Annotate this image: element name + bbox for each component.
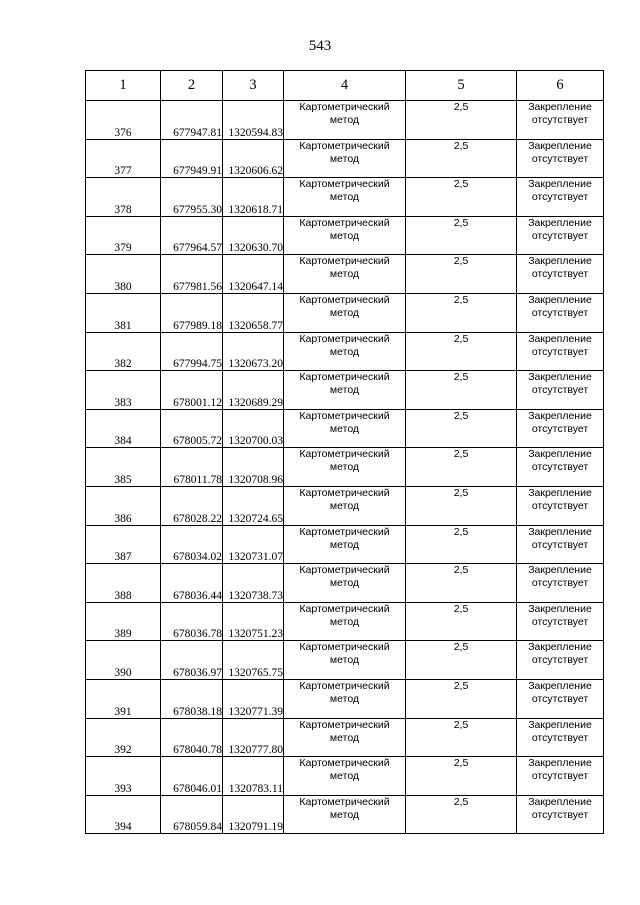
table-row [86,101,604,140]
fixing-cell [517,602,604,641]
accuracy-value: 2,5 [406,139,517,178]
point-number: 390 [86,641,161,680]
point-number: 382 [86,332,161,371]
method-cell [284,139,406,178]
accuracy-value: 2,5 [406,448,517,487]
coordinate-x: 677949.91 [161,139,223,178]
method-line-1: Картометрический [299,679,390,692]
table-row [86,178,604,217]
fixing-line-1: Закрепление [528,139,592,152]
coordinate-y: 1320777.80 [223,718,284,757]
method-line-1: Картометрический [299,641,390,654]
method-line-2: метод [329,654,360,667]
accuracy-value: 2,5 [406,293,517,332]
fixing-line-2: отсутствует [531,615,589,628]
table-row [86,525,604,564]
method-line-2: метод [329,345,360,358]
table-row [86,255,604,294]
coordinate-y: 1320630.70 [223,216,284,255]
table-row [86,757,604,796]
fixing-line-2: отсутствует [531,770,589,783]
method-line-1: Картометрический [299,409,390,422]
fixing-line-2: отсутствует [531,384,589,397]
coordinate-x: 678059.84 [161,795,223,834]
point-number: 394 [86,795,161,834]
point-number: 389 [86,602,161,641]
coordinate-y: 1320700.03 [223,409,284,448]
method-line-1: Картометрический [299,795,390,808]
method-cell [284,178,406,217]
table-row [86,486,604,525]
method-line-2: метод [329,229,360,242]
fixing-line-1: Закрепление [528,795,592,808]
fixing-line-2: отсутствует [531,268,589,281]
method-cell [284,641,406,680]
fixing-cell [517,216,604,255]
fixing-line-1: Закрепление [528,409,592,422]
coordinate-y: 1320647.14 [223,255,284,294]
coordinate-x: 678036.44 [161,564,223,603]
coordinate-y: 1320708.96 [223,448,284,487]
fixing-line-2: отсутствует [531,461,589,474]
point-number: 387 [86,525,161,564]
point-number: 383 [86,371,161,410]
fixing-line-1: Закрепление [528,602,592,615]
coordinate-y: 1320765.75 [223,641,284,680]
method-line-2: метод [329,808,360,821]
method-cell [284,293,406,332]
method-cell [284,564,406,603]
method-cell [284,332,406,371]
accuracy-value: 2,5 [406,332,517,371]
accuracy-value: 2,5 [406,216,517,255]
column-header-6: 6 [517,71,604,101]
table-row [86,602,604,641]
method-line-2: метод [329,692,360,705]
fixing-line-2: отсутствует [531,577,589,590]
coordinate-x: 677947.81 [161,101,223,140]
method-line-1: Картометрический [299,293,390,306]
fixing-cell [517,332,604,371]
coordinate-x: 678028.22 [161,486,223,525]
fixing-line-1: Закрепление [528,757,592,770]
method-line-1: Картометрический [299,564,390,577]
fixing-cell [517,641,604,680]
fixing-cell [517,139,604,178]
coordinate-x: 678011.78 [161,448,223,487]
fixing-line-2: отсутствует [531,345,589,358]
fixing-cell [517,564,604,603]
coordinate-x: 678038.18 [161,679,223,718]
point-number: 379 [86,216,161,255]
table-row [86,409,604,448]
method-line-2: метод [329,770,360,783]
fixing-line-2: отсутствует [531,306,589,319]
fixing-cell [517,679,604,718]
method-cell [284,718,406,757]
accuracy-value: 2,5 [406,525,517,564]
fixing-cell [517,409,604,448]
coordinate-y: 1320731.07 [223,525,284,564]
method-line-2: метод [329,538,360,551]
fixing-line-1: Закрепление [528,718,592,731]
point-number: 376 [86,101,161,140]
coordinate-y: 1320594.83 [223,101,284,140]
method-line-1: Картометрический [299,486,390,499]
coordinate-x: 678046.01 [161,757,223,796]
method-line-2: метод [329,191,360,204]
table-row [86,448,604,487]
point-number: 377 [86,139,161,178]
fixing-line-2: отсутствует [531,114,589,126]
coordinate-y: 1320658.77 [223,293,284,332]
fixing-cell [517,178,604,217]
fixing-cell [517,371,604,410]
method-line-2: метод [329,306,360,319]
coordinate-y: 1320689.29 [223,371,284,410]
point-number: 388 [86,564,161,603]
fixing-line-1: Закрепление [528,679,592,692]
page-number: 543 [308,38,332,54]
fixing-line-2: отсутствует [531,731,589,744]
table-row [86,139,604,178]
coordinate-x: 678036.78 [161,602,223,641]
accuracy-value: 2,5 [406,371,517,410]
accuracy-value: 2,5 [406,486,517,525]
method-line-1: Картометрический [299,371,390,384]
table-row [86,216,604,255]
method-line-1: Картометрический [299,332,390,345]
fixing-line-1: Закрепление [528,293,592,306]
method-line-1: Картометрический [299,718,390,731]
fixing-cell [517,255,604,294]
fixing-line-1: Закрепление [528,371,592,384]
accuracy-value: 2,5 [406,101,517,140]
table-row [86,371,604,410]
fixing-cell [517,718,604,757]
column-header-1: 1 [86,71,161,101]
coordinate-x: 677989.18 [161,293,223,332]
point-number: 381 [86,293,161,332]
point-number: 386 [86,486,161,525]
fixing-line-1: Закрепление [528,486,592,499]
coordinate-y: 1320673.20 [223,332,284,371]
point-number: 392 [86,718,161,757]
method-cell [284,409,406,448]
fixing-line-1: Закрепление [528,101,592,113]
fixing-line-2: отсутствует [531,229,589,242]
coordinate-y: 1320606.62 [223,139,284,178]
coordinate-x: 678005.72 [161,409,223,448]
method-line-2: метод [329,114,360,126]
fixing-line-2: отсутствует [531,499,589,512]
method-line-1: Картометрический [299,255,390,268]
fixing-line-2: отсутствует [531,654,589,667]
method-line-2: метод [329,422,360,435]
method-cell [284,602,406,641]
accuracy-value: 2,5 [406,255,517,294]
method-cell [284,795,406,834]
table-row [86,564,604,603]
method-line-1: Картометрический [299,101,390,113]
method-line-2: метод [329,731,360,744]
accuracy-value: 2,5 [406,178,517,217]
method-line-2: метод [329,499,360,512]
table-row [86,795,604,834]
method-cell [284,525,406,564]
table-body [86,101,604,834]
method-line-2: метод [329,461,360,474]
table-row [86,293,604,332]
coordinate-x: 677981.56 [161,255,223,294]
fixing-line-2: отсутствует [531,191,589,204]
method-line-2: метод [329,384,360,397]
column-header-4: 4 [284,71,406,101]
coordinate-x: 677964.57 [161,216,223,255]
fixing-cell [517,486,604,525]
accuracy-value: 2,5 [406,757,517,796]
coordinate-x: 678036.97 [161,641,223,680]
method-cell [284,371,406,410]
fixing-cell [517,525,604,564]
method-line-1: Картометрический [299,602,390,615]
fixing-cell [517,293,604,332]
accuracy-value: 2,5 [406,718,517,757]
fixing-line-2: отсутствует [531,422,589,435]
method-line-1: Картометрический [299,525,390,538]
method-line-1: Картометрический [299,139,390,152]
coordinate-x: 678034.02 [161,525,223,564]
fixing-line-1: Закрепление [528,641,592,654]
fixing-line-1: Закрепление [528,564,592,577]
fixing-line-1: Закрепление [528,525,592,538]
method-line-2: метод [329,615,360,628]
accuracy-value: 2,5 [406,564,517,603]
coordinates-table [85,70,604,834]
accuracy-value: 2,5 [406,409,517,448]
method-line-1: Картометрический [299,448,390,461]
method-cell [284,486,406,525]
method-cell [284,757,406,796]
column-header-5: 5 [406,71,517,101]
accuracy-value: 2,5 [406,795,517,834]
table-header-row [86,71,604,101]
method-line-1: Картометрический [299,757,390,770]
table-row [86,332,604,371]
column-header-3: 3 [223,71,284,101]
method-cell [284,679,406,718]
coordinate-x: 678040.78 [161,718,223,757]
coordinate-x: 677994.75 [161,332,223,371]
coordinate-x: 678001.12 [161,371,223,410]
column-header-2: 2 [161,71,223,101]
coordinate-y: 1320751.23 [223,602,284,641]
method-line-1: Картометрический [299,216,390,229]
point-number: 393 [86,757,161,796]
table-row [86,641,604,680]
fixing-line-2: отсутствует [531,808,589,821]
fixing-line-2: отсутствует [531,152,589,165]
method-cell [284,216,406,255]
coordinate-x: 677955.30 [161,178,223,217]
fixing-line-1: Закрепление [528,332,592,345]
coordinate-y: 1320783.11 [223,757,284,796]
method-cell [284,101,406,140]
coordinate-y: 1320738.73 [223,564,284,603]
fixing-cell [517,795,604,834]
fixing-line-2: отсутствует [531,538,589,551]
fixing-line-1: Закрепление [528,216,592,229]
method-line-2: метод [329,152,360,165]
accuracy-value: 2,5 [406,641,517,680]
accuracy-value: 2,5 [406,679,517,718]
table-row [86,718,604,757]
point-number: 384 [86,409,161,448]
fixing-cell [517,448,604,487]
method-cell [284,448,406,487]
point-number: 378 [86,178,161,217]
fixing-cell [517,757,604,796]
point-number: 380 [86,255,161,294]
table-row [86,679,604,718]
coordinate-y: 1320791.19 [223,795,284,834]
coordinate-y: 1320771.39 [223,679,284,718]
accuracy-value: 2,5 [406,602,517,641]
fixing-line-1: Закрепление [528,255,592,268]
point-number: 385 [86,448,161,487]
method-line-2: метод [329,268,360,281]
coordinate-y: 1320618.71 [223,178,284,217]
fixing-line-1: Закрепление [528,448,592,461]
fixing-line-1: Закрепление [528,178,592,191]
fixing-cell [517,101,604,140]
fixing-line-2: отсутствует [531,692,589,705]
method-line-2: метод [329,577,360,590]
point-number: 391 [86,679,161,718]
method-line-1: Картометрический [299,178,390,191]
method-cell [284,255,406,294]
coordinate-y: 1320724.65 [223,486,284,525]
